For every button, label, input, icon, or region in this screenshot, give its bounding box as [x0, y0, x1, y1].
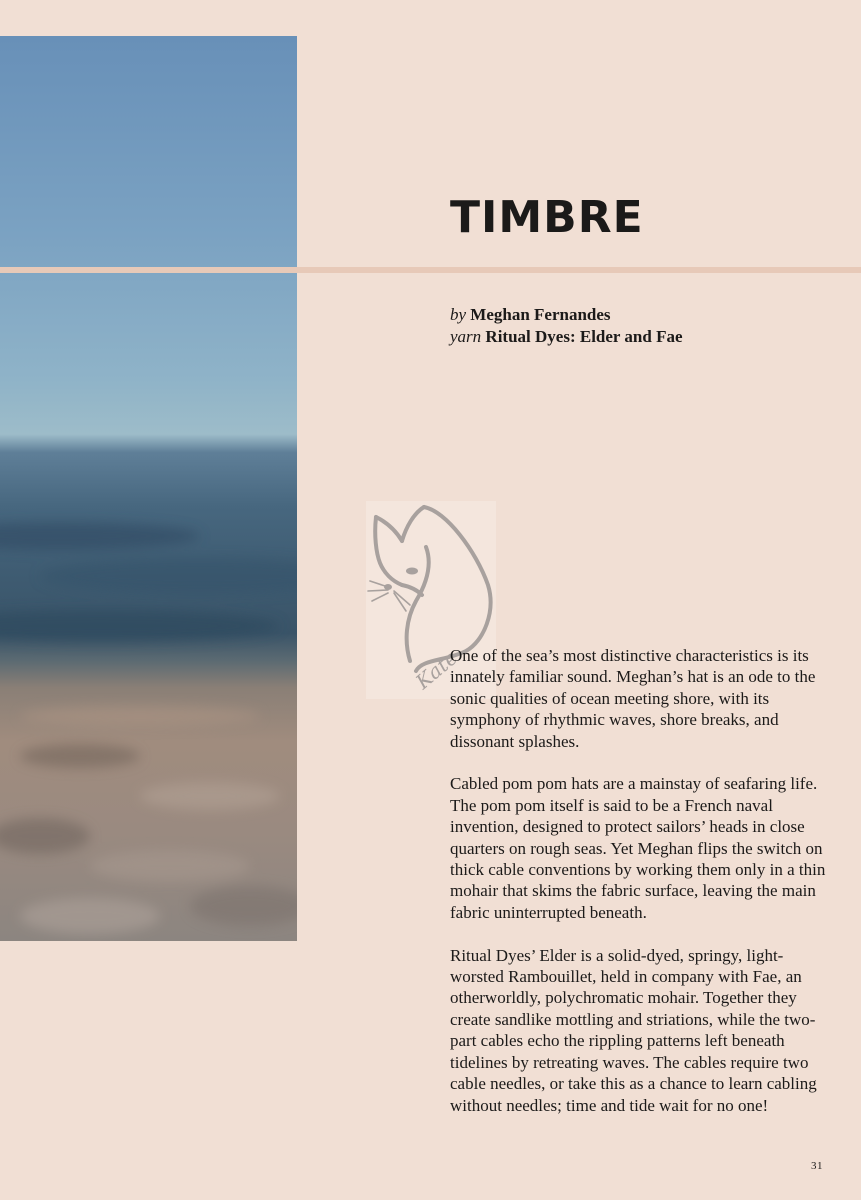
description-text: [450, 645, 835, 1137]
paragraph-1: One of the sea’s most distinctive characteristics is its innately familiar sound. Meghan’s hat is an ode to the sonic qualities of ocean meeting shore, with its symphony of rhythmic waves, shore breaks, and dissonant splashes.: [450, 646, 816, 751]
yarn-name: Ritual Dyes: Elder and Fae: [485, 327, 683, 346]
designer-line: [450, 304, 683, 326]
paragraph-2: Cabled pom pom hats are a mainstay of seafaring life. The pom pom itself is said to be a French naval invention, designed to protect sailors’ heads in close quarters on rough seas. Yet Meghan flips the switch on thick cable conventions by working them only in a thin mohair that skims the fabric surface, leaving the main fabric uninterrupted beneath.: [450, 774, 826, 922]
designer-key: by: [450, 305, 467, 324]
yarn-line: [450, 326, 683, 348]
seaside-photo: [0, 36, 297, 941]
logo-signature: Kate: [410, 645, 463, 694]
page-number: 31: [811, 1160, 823, 1172]
yarn-key: yarn: [450, 327, 482, 346]
designer-name: Meghan Fernandes: [470, 305, 611, 324]
horizontal-rule: [0, 267, 861, 273]
paragraph-3: Ritual Dyes’ Elder is a solid-dyed, springy, light-worsted Rambouillet, held in company with Fae, an otherworldly, polychromatic mohair. Together they create sandlike mottling and striations, while the two-part cables echo the rippling patterns left beneath tidelines by retreating waves. The cables require two cable needles, or take this as a chance to learn cabling without needles; time and tide wait for no one!: [450, 945, 817, 1115]
pattern-title: TIMBRE: [450, 192, 644, 243]
credits: [450, 304, 683, 348]
